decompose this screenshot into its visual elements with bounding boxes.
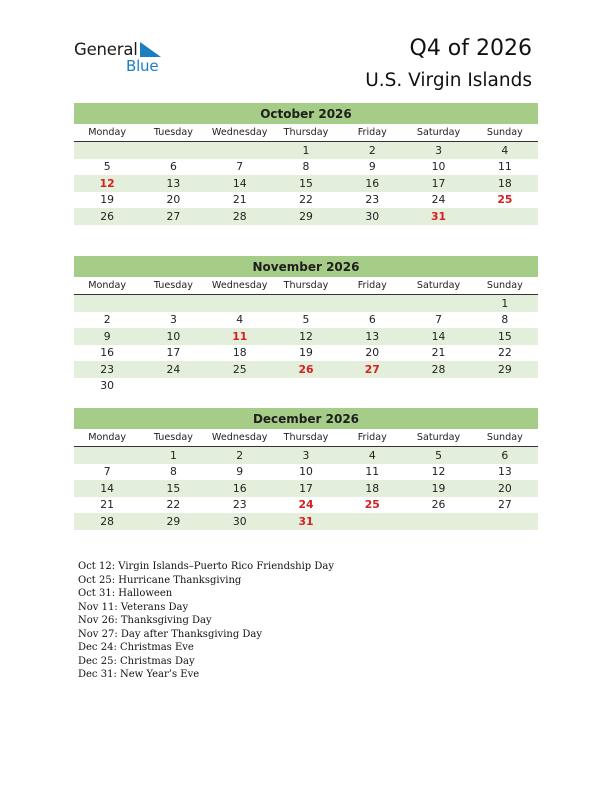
day-cell: 1 — [302, 143, 310, 157]
weekday-label: Friday — [357, 127, 387, 138]
week-row — [74, 208, 538, 225]
day-cell: 5 — [302, 313, 310, 327]
week-row — [74, 513, 538, 530]
weekday-label: Wednesday — [211, 127, 268, 138]
page-subtitle: U.S. Virgin Islands — [365, 70, 532, 91]
holiday-note: Oct 25: Hurricane Thanksgiving — [78, 574, 242, 586]
day-cell: 11 — [232, 329, 248, 343]
day-cell: 21 — [232, 193, 247, 207]
day-cell: 16 — [100, 346, 115, 360]
day-cell: 6 — [169, 160, 177, 174]
week-row — [74, 378, 538, 395]
day-cell: 15 — [166, 481, 181, 495]
day-cell: 21 — [100, 498, 115, 512]
day-cell: 23 — [232, 498, 247, 512]
day-cell: 24 — [166, 362, 181, 376]
day-cell: 4 — [368, 448, 376, 462]
day-cell: 11 — [365, 465, 380, 479]
holiday-note: Nov 27: Day after Thanksgiving Day — [78, 628, 263, 640]
weekday-label: Thursday — [283, 127, 329, 138]
day-cell: 5 — [435, 448, 442, 462]
month-header: December 2026 — [74, 408, 538, 429]
day-cell: 18 — [497, 176, 512, 190]
day-cell: 19 — [100, 193, 115, 207]
month-calendar-october — [74, 103, 538, 225]
week-row — [74, 447, 538, 464]
brand-blue: Blue — [126, 57, 159, 75]
holiday-note: Dec 31: New Year’s Eve — [78, 669, 200, 680]
day-cell: 12 — [99, 176, 115, 190]
day-cell: 28 — [232, 209, 247, 223]
day-cell: 13 — [497, 465, 512, 479]
day-cell: 1 — [169, 448, 177, 462]
day-cell: 1 — [501, 296, 509, 310]
month-calendar-november — [74, 256, 538, 394]
week-row — [74, 159, 538, 176]
week-row — [74, 345, 538, 362]
week-row — [74, 192, 538, 209]
day-cell: 26 — [100, 209, 115, 223]
holiday-note: Dec 25: Christmas Day — [78, 655, 195, 667]
day-cell: 7 — [236, 160, 244, 174]
day-cell: 11 — [497, 160, 512, 174]
day-cell: 14 — [232, 176, 247, 190]
day-cell: 13 — [166, 176, 181, 190]
weekday-label: Thursday — [283, 432, 329, 443]
day-cell: 20 — [497, 481, 512, 495]
week-row — [74, 480, 538, 497]
weekday-label: Friday — [357, 432, 387, 443]
weekday-label: Saturday — [416, 127, 461, 138]
holiday-note: Oct 12: Virgin Islands–Puerto Rico Friendship Day — [78, 561, 334, 572]
day-cell: 8 — [501, 313, 509, 327]
day-cell: 24 — [431, 193, 446, 207]
day-cell: 9 — [103, 329, 111, 343]
day-cell: 16 — [365, 176, 380, 190]
weekday-label: Sunday — [486, 280, 523, 291]
weekday-label: Sunday — [486, 432, 523, 443]
day-cell: 5 — [103, 160, 111, 174]
weekday-label: Wednesday — [211, 280, 268, 291]
weekday-label: Saturday — [416, 432, 461, 443]
month-header: November 2026 — [74, 256, 538, 277]
day-cell: 22 — [166, 498, 181, 512]
holiday-note: Dec 24: Christmas Eve — [78, 642, 194, 653]
day-cell: 26 — [431, 498, 446, 512]
day-cell: 22 — [299, 193, 313, 207]
day-cell: 10 — [166, 329, 181, 343]
day-cell: 9 — [236, 465, 244, 479]
day-cell: 3 — [302, 448, 310, 462]
week-row — [74, 328, 538, 345]
day-cell: 7 — [435, 313, 442, 327]
day-cell: 4 — [501, 143, 509, 157]
day-cell: 20 — [166, 193, 181, 207]
weekday-label: Monday — [88, 280, 127, 291]
holiday-note: Oct 31: Halloween — [78, 588, 173, 599]
page-title: Q4 of 2026 — [409, 36, 532, 61]
day-cell: 31 — [431, 209, 447, 223]
week-row — [74, 175, 538, 192]
weekday-label: Saturday — [416, 280, 461, 291]
holiday-list — [78, 560, 334, 682]
day-cell: 14 — [100, 481, 115, 495]
day-cell: 8 — [302, 160, 310, 174]
weekday-label: Thursday — [283, 280, 329, 291]
day-cell: 10 — [299, 465, 313, 479]
day-cell: 21 — [431, 346, 446, 360]
day-cell: 2 — [103, 313, 111, 327]
day-cell: 29 — [497, 362, 512, 376]
day-cell: 15 — [497, 329, 512, 343]
day-cell: 25 — [232, 362, 247, 376]
day-cell: 31 — [298, 514, 314, 528]
weekday-label: Sunday — [486, 127, 523, 138]
day-cell: 19 — [431, 481, 446, 495]
day-cell: 27 — [364, 362, 380, 376]
day-cell: 12 — [431, 465, 446, 479]
week-row — [74, 361, 538, 378]
day-cell: 27 — [497, 498, 512, 512]
day-cell: 13 — [365, 329, 380, 343]
weekday-label: Monday — [88, 432, 127, 443]
weekday-label: Monday — [88, 127, 127, 138]
day-cell: 15 — [299, 176, 313, 190]
day-cell: 12 — [299, 329, 313, 343]
weekday-header-row — [74, 429, 538, 447]
brand-triangle-icon — [140, 42, 162, 58]
day-cell: 4 — [236, 313, 244, 327]
day-cell: 19 — [299, 346, 313, 360]
day-cell: 18 — [232, 346, 247, 360]
day-cell: 28 — [431, 362, 446, 376]
month-calendar-december — [74, 408, 538, 530]
day-cell: 30 — [232, 514, 247, 528]
weekday-label: Tuesday — [153, 280, 193, 291]
day-cell: 25 — [364, 498, 380, 512]
weekday-label: Wednesday — [211, 432, 268, 443]
day-cell: 25 — [497, 193, 513, 207]
day-cell: 22 — [497, 346, 512, 360]
brand-general: General — [74, 40, 138, 59]
holiday-note: Nov 26: Thanksgiving Day — [78, 615, 212, 626]
week-row — [74, 497, 538, 514]
day-cell: 2 — [368, 143, 376, 157]
weekday-label: Friday — [357, 280, 387, 291]
weekday-label: Tuesday — [153, 432, 193, 443]
day-cell: 29 — [166, 514, 181, 528]
day-cell: 27 — [166, 209, 181, 223]
day-cell: 3 — [435, 143, 442, 157]
day-cell: 16 — [232, 481, 247, 495]
day-cell: 23 — [100, 362, 115, 376]
day-cell: 28 — [100, 514, 115, 528]
day-cell: 30 — [100, 379, 115, 393]
weekday-header-row — [74, 277, 538, 295]
day-cell: 23 — [365, 193, 380, 207]
brand-logo — [74, 40, 174, 80]
day-cell: 17 — [166, 346, 181, 360]
day-cell: 24 — [298, 498, 314, 512]
day-cell: 9 — [368, 160, 376, 174]
weekday-header-row — [74, 124, 538, 142]
day-cell: 20 — [365, 346, 380, 360]
week-row — [74, 464, 538, 481]
day-cell: 3 — [169, 313, 177, 327]
day-cell: 17 — [299, 481, 313, 495]
day-cell: 2 — [236, 448, 244, 462]
holiday-note: Nov 11: Veterans Day — [78, 601, 189, 613]
day-cell: 17 — [431, 176, 446, 190]
month-header: October 2026 — [74, 103, 538, 124]
day-cell: 18 — [365, 481, 380, 495]
day-cell: 30 — [365, 209, 380, 223]
day-cell: 14 — [431, 329, 446, 343]
day-cell: 10 — [431, 160, 446, 174]
day-cell: 6 — [501, 448, 509, 462]
day-cell: 26 — [298, 362, 314, 376]
day-cell: 29 — [299, 209, 313, 223]
day-cell: 7 — [103, 465, 111, 479]
week-row — [74, 295, 538, 312]
weekday-label: Tuesday — [153, 127, 193, 138]
day-cell: 8 — [169, 465, 177, 479]
day-cell: 6 — [368, 313, 376, 327]
week-row — [74, 142, 538, 159]
week-row — [74, 312, 538, 329]
